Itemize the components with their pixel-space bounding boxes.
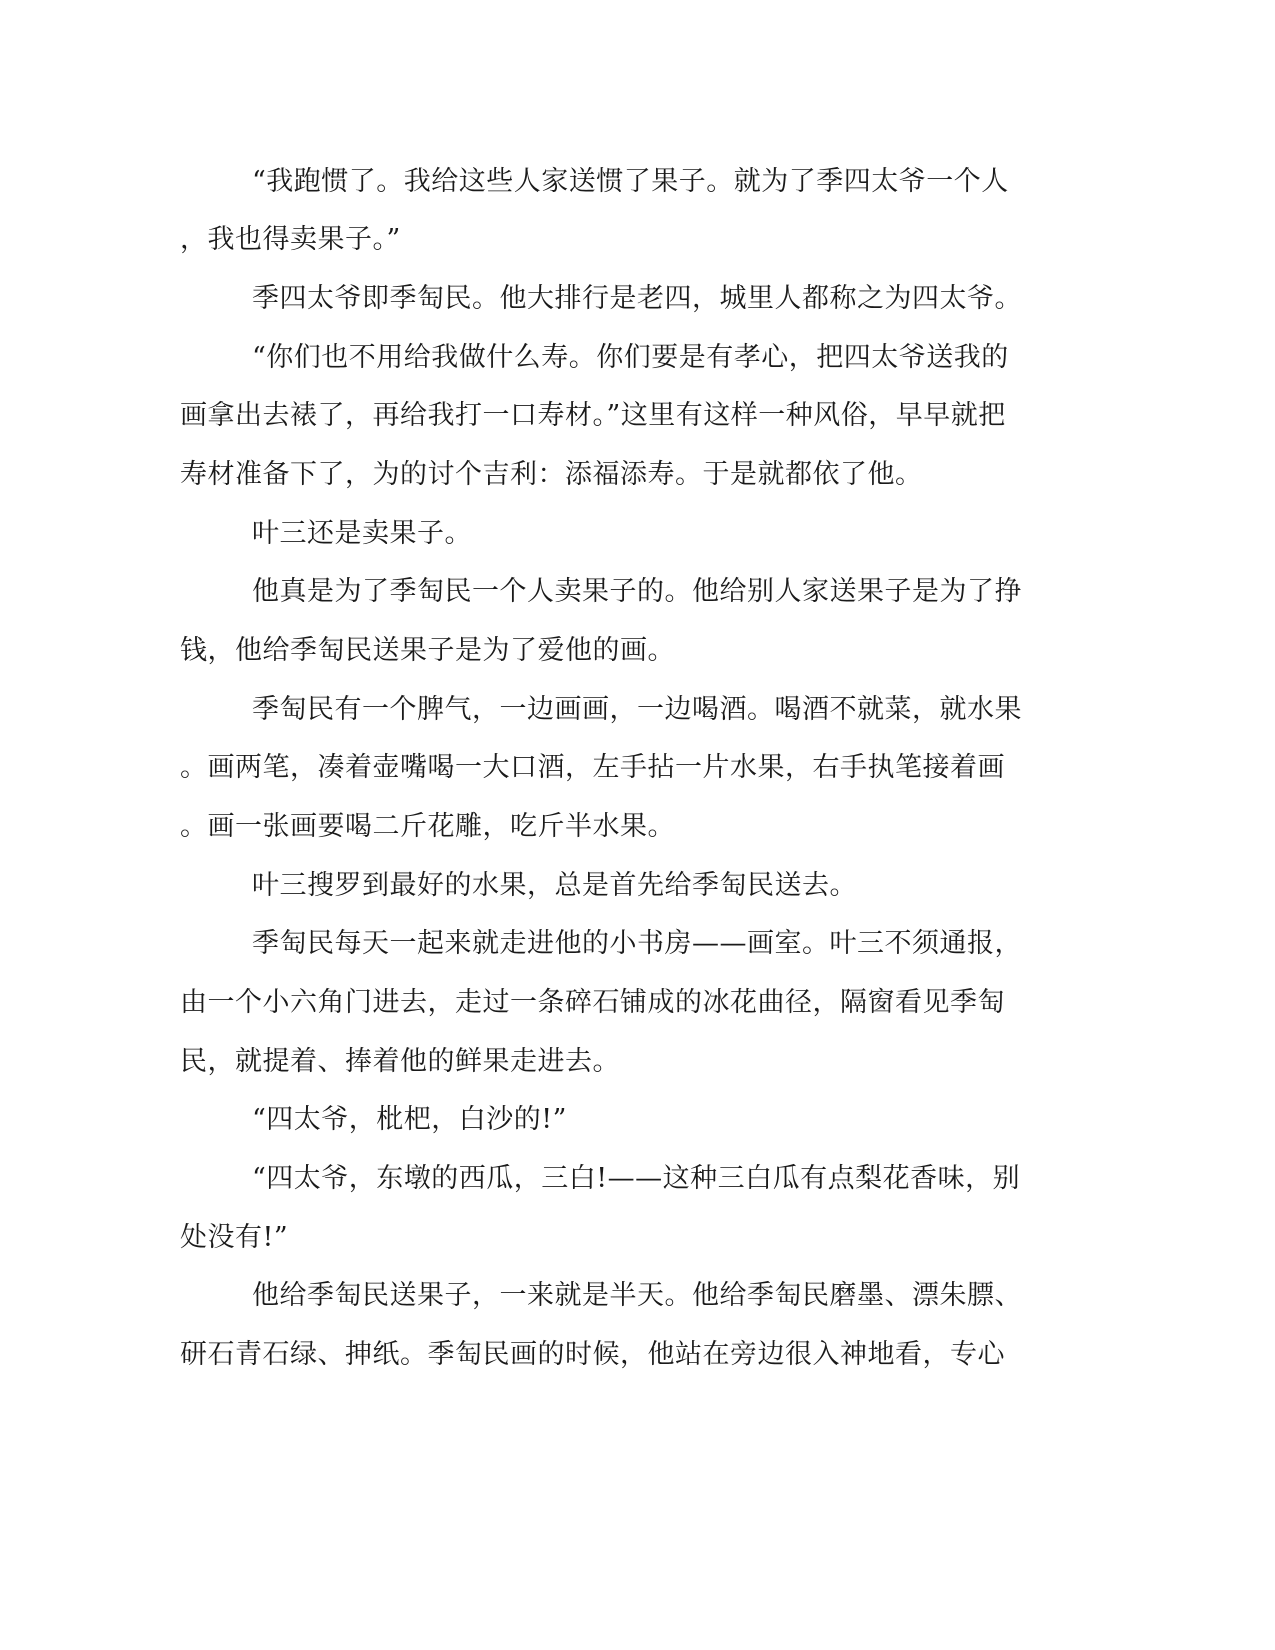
text-line: 季匋民有一个脾气，一边画画，一边喝酒。喝酒不就菜，就水果 xyxy=(252,694,1022,725)
text-line: 。画一张画要喝二斤花雕，吃斤半水果。 xyxy=(180,811,675,842)
text-line: 处没有!” xyxy=(180,1222,289,1253)
text-line: 寿材准备下了，为的讨个吉利：添福添寿。于是就都依了他。 xyxy=(180,459,923,490)
text-line: “四太爷，枇杷，白沙的!” xyxy=(252,1104,567,1135)
text-line: 画拿出去裱了，再给我打一口寿材。”这里有这样一种风俗，早早就把 xyxy=(180,400,1006,431)
text-line: 叶三还是卖果子。 xyxy=(252,518,472,549)
text-line: 。画两笔，凑着壶嘴喝一大口酒，左手拈一片水果，右手执笔接着画 xyxy=(180,752,1005,783)
text-line: 钱，他给季匋民送果子是为了爱他的画。 xyxy=(180,635,675,666)
text-line: 季四太爷即季匋民。他大排行是老四，城里人都称之为四太爷。 xyxy=(252,283,1022,314)
text-line: “你们也不用给我做什么寿。你们要是有孝心，把四太爷送我的 xyxy=(252,342,1009,373)
text-line: ，我也得卖果子。” xyxy=(180,224,401,255)
text-line: 研石青石绿、抻纸。季匋民画的时候，他站在旁边很入神地看，专心 xyxy=(180,1339,1005,1370)
text-line: 民，就提着、捧着他的鲜果走进去。 xyxy=(180,1046,620,1077)
text-line: “我跑惯了。我给这些人家送惯了果子。就为了季四太爷一个人 xyxy=(252,166,1009,197)
text-line: “四太爷，东墩的西瓜，三白!——这种三白瓜有点梨花香味，别 xyxy=(252,1163,1021,1194)
text-line: 叶三搜罗到最好的水果，总是首先给季匋民送去。 xyxy=(252,870,857,901)
text-line: 他真是为了季匋民一个人卖果子的。他给别人家送果子是为了挣 xyxy=(252,576,1022,607)
text-line: 他给季匋民送果子，一来就是半天。他给季匋民磨墨、漂朱膘、 xyxy=(252,1280,1022,1311)
text-line: 由一个小六角门进去，走过一条碎石铺成的冰花曲径，隔窗看见季匋 xyxy=(180,987,1005,1018)
text-line: 季匋民每天一起来就走进他的小书房——画室。叶三不须通报， xyxy=(252,928,1022,959)
